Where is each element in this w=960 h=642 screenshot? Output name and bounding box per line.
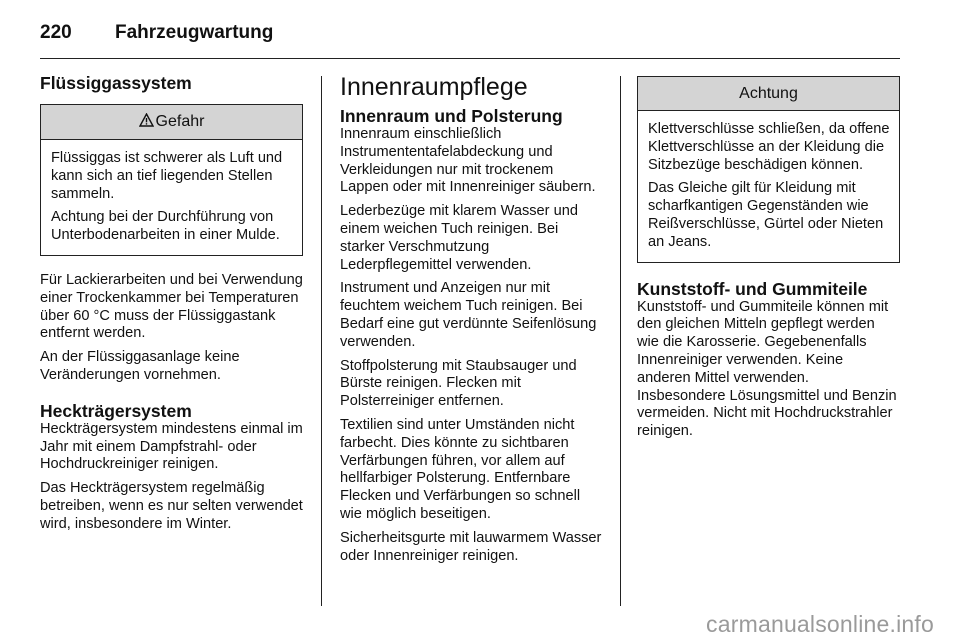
- page-number: 220: [40, 22, 72, 43]
- body-paragraph: Sicherheitsgurte mit lauwarmem Wasser oder Innenreiniger reinigen.: [340, 529, 602, 564]
- page-title: Fahrzeugwartung: [115, 22, 274, 43]
- column-divider: [620, 76, 621, 606]
- subsection-title-hecktraegersystem: Heckträgersystem: [40, 400, 192, 421]
- caution-box-paragraph: Klettverschlüsse schließen, da offene Klettverschlüsse an der Kleidung die Sitzbezüge beschädigen können.: [648, 121, 890, 173]
- body-paragraph: Kunststoff- und Gummiteile können mit den gleichen Mitteln gepflegt werden wie die Karosserie. Gegebenenfalls Innenreiniger verwenden. Keine anderen Mittel verwenden. Insbesondere Lösungsmittel und Benzin vermeiden. Nicht mit Hochdruckstrahler reinigen.: [637, 298, 897, 440]
- column-3: [637, 76, 900, 447]
- column-2: [340, 72, 604, 571]
- subsection-title-kunststoff-gummiteile: Kunststoff- und Gummiteile: [637, 278, 868, 299]
- body-paragraph: Für Lackierarbeiten und bei Verwendung einer Trockenkammer bei Temperaturen über 60 °C muss der Flüssiggastank entfernt werden.: [40, 271, 303, 342]
- column-1: [40, 72, 303, 540]
- subsection-title-innenraum-polsterung: Innenraum und Polsterung: [340, 106, 563, 126]
- danger-box-paragraph: Achtung bei der Durchführung von Unterbodenarbeiten in einer Mulde.: [51, 209, 280, 244]
- page-header: [40, 14, 900, 52]
- main-title-innenraumpflege: Innenraumpflege: [340, 73, 528, 101]
- body-paragraph: An der Flüssiggasanlage keine Veränderungen vornehmen.: [40, 349, 240, 383]
- danger-box-body: [41, 140, 302, 255]
- body-paragraph: Instrument und Anzeigen nur mit feuchtem weichem Tuch reinigen. Bei Bedarf eine gut verdünnte Seifenlösung verwenden.: [340, 280, 597, 350]
- column-divider: [321, 76, 322, 606]
- header-rule: [40, 58, 900, 59]
- danger-box-label: Gefahr: [155, 113, 205, 130]
- danger-box: [40, 104, 303, 256]
- body-paragraph: Innenraum einschließlich Instrumententafelabdeckung und Verkleidungen nur mit trockenem Lappen oder mit Innenreiniger säubern.: [340, 126, 596, 196]
- caution-box-paragraph: Das Gleiche gilt für Kleidung mit scharfkantigen Gegenständen wie Reißverschlüsse, Gürtel oder Nieten an Jeans.: [648, 180, 884, 250]
- body-paragraph: Heckträgersystem mindestens einmal im Jahr mit einem Dampfstrahl- oder Hochdruckreiniger reinigen.: [40, 420, 303, 473]
- body-paragraph: Textilien sind unter Umständen nicht farbecht. Dies könnte zu sichtbaren Verfärbungen führen, vor allem auf hellfarbiger Polsterung. Entfernbare Flecken und Verfärbungen so schnell wie möglich beseitigen.: [340, 416, 581, 522]
- body-paragraph: Lederbezüge mit klarem Wasser und einem weichen Tuch reinigen. Bei starker Verschmutzung Lederpflegemittel verwenden.: [340, 203, 578, 273]
- caution-box: [637, 76, 900, 263]
- warning-triangle-icon: [139, 113, 154, 132]
- body-paragraph: Das Heckträgersystem regelmäßig betreiben, wenn es nur selten verwendet wird, insbesondere im Winter.: [40, 480, 303, 532]
- caution-box-body: [638, 111, 899, 262]
- section-title-fluessiggassystem: Flüssiggassystem: [40, 73, 192, 93]
- watermark: carmanualsonline.info: [706, 611, 934, 637]
- body-paragraph: Stoffpolsterung mit Staubsauger und Bürste reinigen. Flecken mit Polsterreiniger entfernen.: [340, 357, 577, 410]
- danger-box-header: [41, 105, 302, 140]
- danger-box-paragraph: Flüssiggas ist schwerer als Luft und kann sich an tief liegenden Stellen sammeln.: [51, 150, 283, 202]
- caution-box-label: Achtung: [739, 85, 798, 102]
- caution-box-header: [638, 77, 899, 111]
